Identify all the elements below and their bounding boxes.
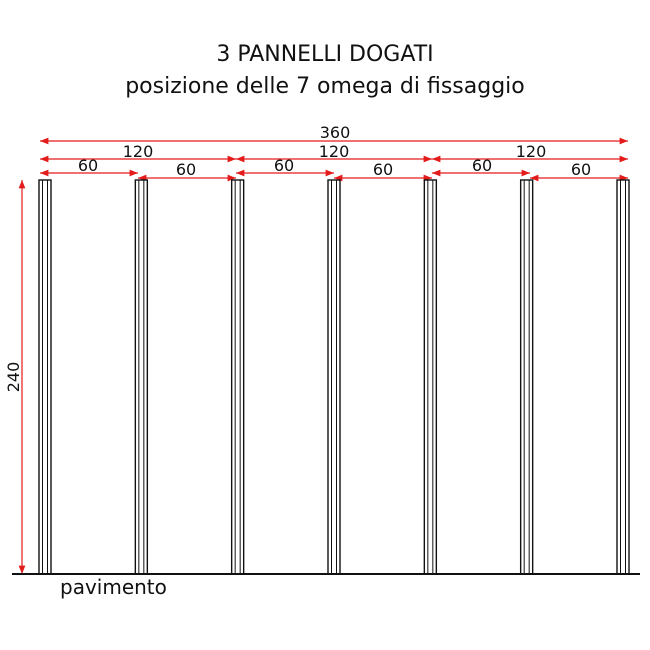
dimension-half-4 [334, 160, 432, 179]
dimension-half-label: 60 [273, 156, 295, 175]
floor-label: pavimento [60, 575, 167, 599]
dimension-total-label: 360 [319, 123, 351, 142]
dimension-height-label: 240 [4, 361, 23, 393]
dimension-half-label: 60 [77, 156, 99, 175]
dimension-panel-1 [40, 142, 236, 161]
dimension-panel-2 [236, 142, 432, 161]
dimension-half-6 [530, 160, 628, 179]
omega-profile [328, 180, 340, 574]
omega-profile [424, 180, 436, 574]
dimension-half-2 [138, 160, 236, 179]
omega-profile [39, 180, 51, 574]
dimension-height [4, 180, 23, 574]
omega-profile [521, 180, 533, 574]
dimension-half-label: 60 [372, 160, 394, 179]
drawing-subtitle: posizione delle 7 omega di fissaggio [125, 74, 525, 99]
dimension-panel-3 [432, 142, 628, 161]
omega-profiles [39, 180, 629, 574]
omega-profile [232, 180, 244, 574]
omega-profile [617, 180, 629, 574]
dimension-half-label: 60 [471, 156, 493, 175]
dimension-half-label: 60 [175, 160, 197, 179]
dimension-panel-label: 120 [318, 142, 350, 161]
drawing-title: 3 PANNELLI DOGATI [216, 42, 434, 67]
omega-profile [135, 180, 147, 574]
dimension-panel-label: 120 [515, 142, 547, 161]
dimension-panel-label: 120 [122, 142, 154, 161]
dimension-total [40, 123, 628, 142]
dimension-half-label: 60 [570, 160, 592, 179]
